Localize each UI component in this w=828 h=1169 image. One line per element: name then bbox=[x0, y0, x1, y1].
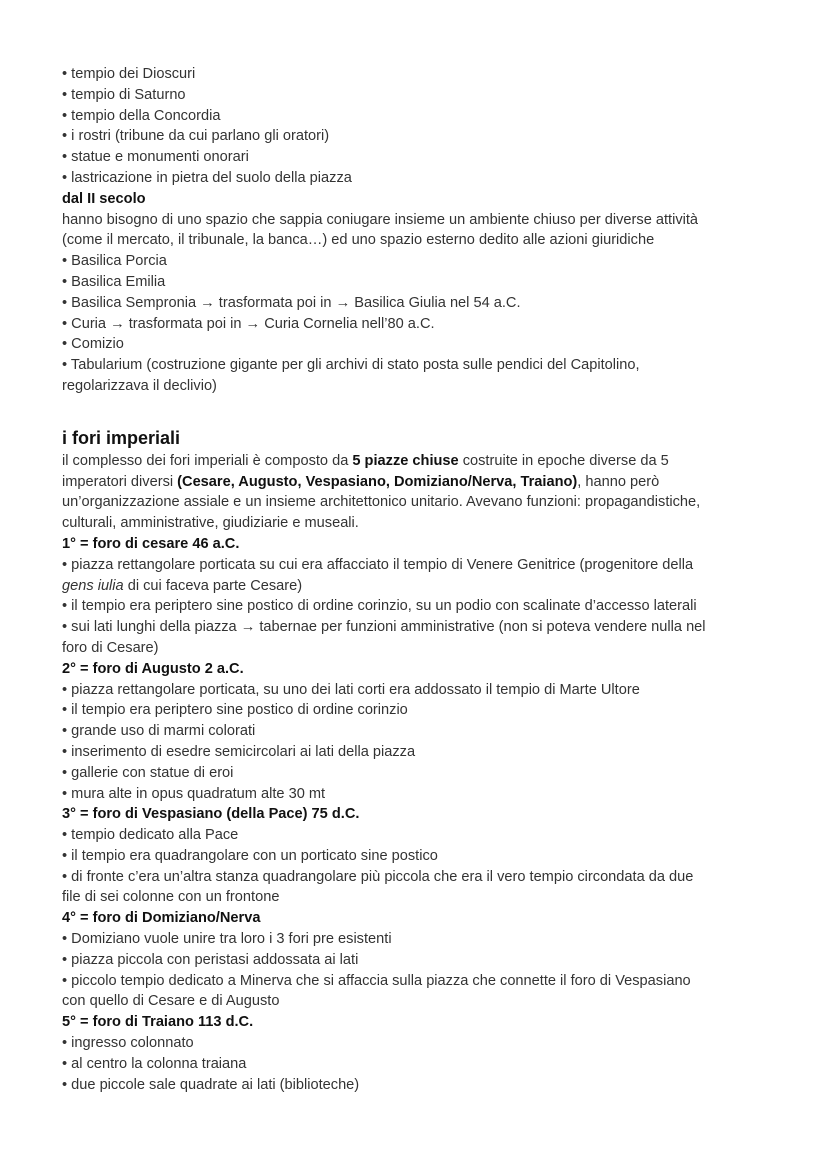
text-line bbox=[62, 451, 706, 472]
text-line bbox=[62, 168, 706, 189]
text-line bbox=[62, 472, 706, 493]
text-line bbox=[62, 147, 706, 168]
text: imperatori diversi bbox=[62, 473, 178, 490]
bold-text: 5° = foro di Traiano 113 d.C. bbox=[62, 1014, 254, 1031]
text-line bbox=[62, 210, 706, 231]
text-line bbox=[62, 680, 706, 701]
text: con quello di Cesare e di Augusto bbox=[62, 993, 280, 1010]
text-line bbox=[62, 293, 706, 314]
bold-text: 3° = foro di Vespasiano (della Pace) 75 d.C. bbox=[62, 806, 360, 823]
text-line bbox=[62, 950, 706, 971]
text-line bbox=[62, 314, 706, 335]
text: • Domiziano vuole unire tra loro i 3 fori pre esistenti bbox=[62, 931, 392, 948]
text-line bbox=[62, 251, 706, 272]
text: , hanno però bbox=[577, 473, 660, 490]
text-line bbox=[62, 355, 706, 376]
text-line bbox=[62, 492, 706, 513]
text: • tempio dei Dioscuri bbox=[62, 66, 196, 82]
text: • due piccole sale quadrate ai lati (biblioteche) bbox=[62, 1076, 360, 1093]
text: (come il mercato, il tribunale, la banca…) ed uno spazio esterno dedito alle azioni giuridiche bbox=[62, 232, 655, 249]
text-line bbox=[62, 1033, 706, 1054]
text-line bbox=[62, 513, 706, 534]
text: • al centro la colonna traiana bbox=[62, 1055, 247, 1072]
text-line bbox=[62, 991, 706, 1012]
text-line bbox=[62, 742, 706, 763]
text: • Basilica Sempronia → trasformata poi in → Basilica Giulia nel 54 a.C. bbox=[62, 294, 521, 311]
text-line bbox=[62, 230, 706, 251]
subheading bbox=[62, 804, 706, 825]
text-line bbox=[62, 85, 706, 106]
text-line bbox=[62, 272, 706, 293]
text: • il tempio era quadrangolare con un porticato sine postico bbox=[62, 847, 438, 864]
text: • Curia → trasformata poi in → Curia Cornelia nell’80 a.C. bbox=[62, 315, 435, 332]
text-line bbox=[62, 846, 706, 867]
text-line bbox=[62, 106, 706, 127]
text: costruite in epoche diverse da 5 bbox=[458, 452, 669, 469]
text: regolarizzava il declivio) bbox=[62, 377, 217, 394]
text: hanno bisogno di uno spazio che sappia coniugare insieme un ambiente chiuso per diverse attività bbox=[62, 211, 699, 228]
text: • piazza rettangolare porticata, su uno dei lati corti era addossato il tempio di Marte Ultore bbox=[62, 681, 640, 698]
text: • di fronte c’era un’altra stanza quadrangolare più piccola che era il vero tempio circondata da due bbox=[62, 868, 694, 885]
text-line bbox=[62, 1054, 706, 1075]
text: • grande uso di marmi colorati bbox=[62, 723, 256, 740]
text-line bbox=[62, 887, 706, 908]
text: • tempio della Concordia bbox=[62, 107, 221, 124]
text-line bbox=[62, 576, 706, 597]
section-gap bbox=[62, 397, 706, 425]
subheading bbox=[62, 1012, 706, 1033]
bold-text: 5 piazze chiuse bbox=[352, 452, 459, 469]
text-line bbox=[62, 763, 706, 784]
text-line bbox=[62, 555, 706, 576]
bold-text: 2° = foro di Augusto 2 a.C. bbox=[62, 660, 244, 677]
text: • Comizio bbox=[62, 336, 124, 353]
text: • piazza rettangolare porticata su cui era affacciato il tempio di Venere Genitrice (progenitore della bbox=[62, 556, 694, 573]
text: il complesso dei fori imperiali è composto da bbox=[62, 452, 353, 469]
text-line bbox=[62, 721, 706, 742]
bold-text: 4° = foro di Domiziano/Nerva bbox=[62, 910, 261, 927]
text: • piccolo tempio dedicato a Minerva che si affaccia sulla piazza che connette il foro di Vespasiano bbox=[62, 972, 691, 989]
subheading bbox=[62, 908, 706, 929]
text-line bbox=[62, 334, 706, 355]
text: • statue e monumenti onorari bbox=[62, 149, 249, 166]
bold-text: dal II secolo bbox=[62, 190, 146, 207]
text: • piazza piccola con peristasi addossata ai lati bbox=[62, 951, 359, 968]
text: • sui lati lunghi della piazza → tabernae per funzioni amministrative (non si poteva vendere nulla nel bbox=[62, 619, 706, 636]
subheading bbox=[62, 189, 706, 210]
text-line bbox=[62, 638, 706, 659]
subheading bbox=[62, 534, 706, 555]
text: • lastricazione in pietra del suolo della piazza bbox=[62, 169, 352, 186]
text: di cui faceva parte Cesare) bbox=[123, 577, 303, 594]
text: • Tabularium (costruzione gigante per gli archivi di stato posta sulle pendici del Capitolino, bbox=[62, 357, 640, 374]
text: file di sei colonne con un frontone bbox=[62, 889, 280, 906]
text: • il tempio era periptero sine postico di ordine corinzio, su un podio con scalinate d’accesso laterali bbox=[62, 598, 697, 615]
text-line bbox=[62, 929, 706, 950]
section-heading bbox=[62, 425, 706, 451]
text: • inserimento di esedre semicircolari ai lati della piazza bbox=[62, 743, 416, 760]
bold-text: (Cesare, Augusto, Vespasiano, Domiziano/Nerva, Traiano) bbox=[177, 473, 578, 490]
text: • mura alte in opus quadratum alte 30 mt bbox=[62, 785, 326, 802]
bold-text: 1° = foro di cesare 46 a.C. bbox=[62, 535, 240, 552]
text: foro di Cesare) bbox=[62, 639, 159, 656]
text: • i rostri (tribune da cui parlano gli oratori) bbox=[62, 128, 330, 145]
text: • gallerie con statue di eroi bbox=[62, 764, 234, 781]
text-line bbox=[62, 784, 706, 805]
text-line bbox=[62, 825, 706, 846]
text-line bbox=[62, 376, 706, 397]
text-line bbox=[62, 596, 706, 617]
document-page bbox=[62, 64, 706, 1095]
text-line bbox=[62, 971, 706, 992]
text: • Basilica Emilia bbox=[62, 273, 166, 290]
text: • Basilica Porcia bbox=[62, 253, 167, 270]
text-line bbox=[62, 126, 706, 147]
italic-text: gens iulia bbox=[62, 577, 124, 594]
text-line bbox=[62, 700, 706, 721]
text: • tempio dedicato alla Pace bbox=[62, 827, 239, 844]
text-line bbox=[62, 867, 706, 888]
text: un’organizzazione assiale e un insieme architettonico unitario. Avevano funzioni: propagandistiche, bbox=[62, 494, 701, 511]
subheading bbox=[62, 659, 706, 680]
text: • il tempio era periptero sine postico di ordine corinzio bbox=[62, 702, 408, 719]
text: • ingresso colonnato bbox=[62, 1035, 194, 1052]
text: • tempio di Saturno bbox=[62, 86, 186, 103]
text-line bbox=[62, 617, 706, 638]
text-line bbox=[62, 1075, 706, 1096]
text: i fori imperiali bbox=[62, 427, 181, 448]
text: culturali, amministrative, giudiziarie e museali. bbox=[62, 515, 359, 532]
text-line bbox=[62, 64, 706, 85]
